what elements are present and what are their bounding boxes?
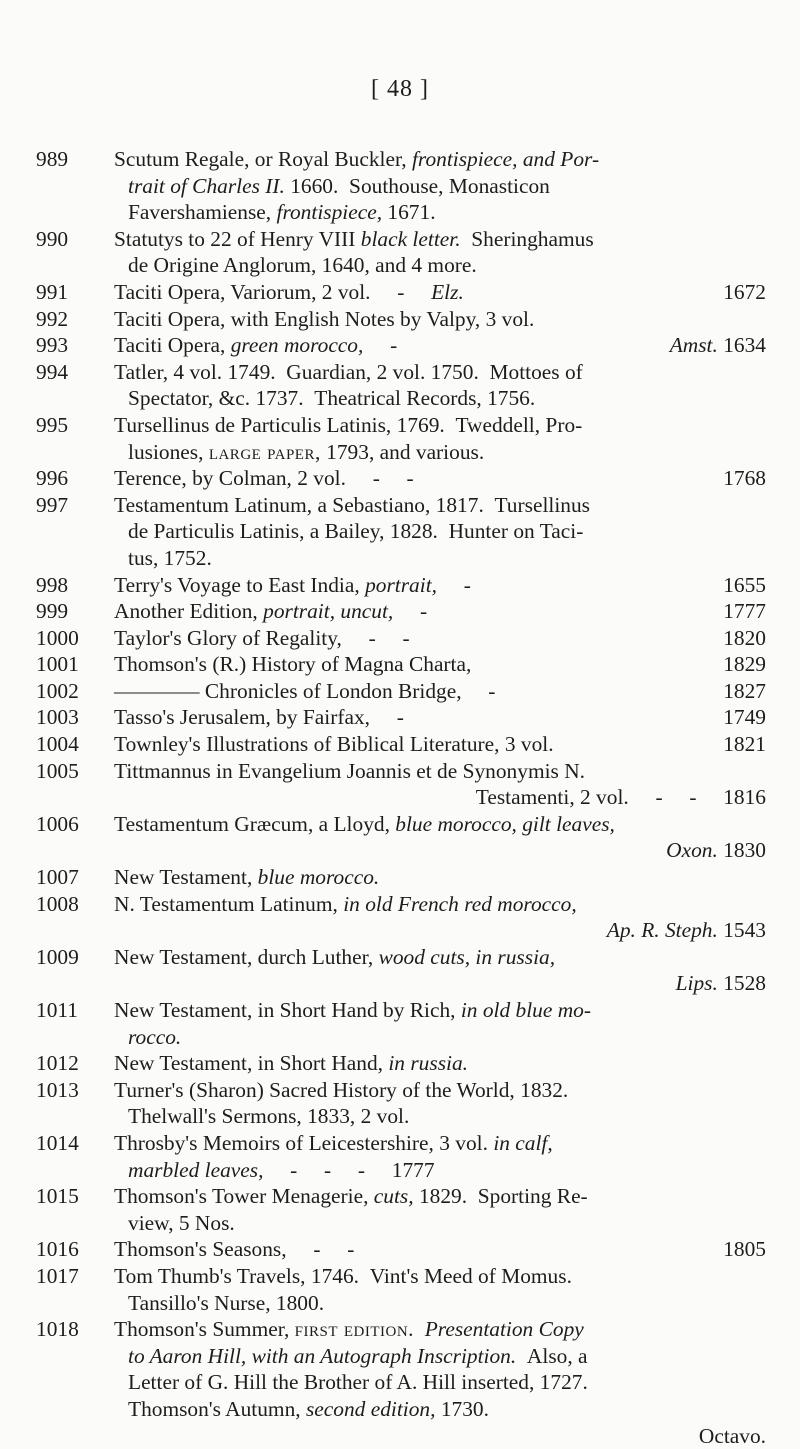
entry-line: trait of Charles II. 1660. Southouse, Monasticon: [114, 173, 766, 200]
entry-date: 1820: [723, 625, 766, 652]
lot-number: 1007: [36, 864, 108, 891]
entry-line: [114, 598, 766, 625]
page-number: [ 48 ]: [0, 76, 800, 103]
lot-number: 1018: [36, 1316, 108, 1343]
entry-line: Tursellinus de Particulis Latinis, 1769. Tweddell, Pro-: [114, 412, 766, 439]
catalog-entry: [36, 1316, 766, 1422]
catalog-entry: [36, 758, 766, 811]
entry-date: 1821: [723, 731, 766, 758]
entry-title: Terry's Voyage to East India, portrait, -: [114, 572, 471, 599]
entry-line: Testamentum Græcum, a Lloyd, blue morocco, gilt leaves,: [114, 811, 766, 838]
catalog-entry: [36, 332, 766, 359]
entry-line: [114, 465, 766, 492]
entry-line: Ap. R. Steph. 1543: [114, 917, 766, 944]
entry-line: Lips. 1528: [114, 970, 766, 997]
catalog-entry: [36, 651, 766, 678]
entry-title: Taciti Opera, green morocco, -: [114, 332, 397, 359]
entry-line: Turner's (Sharon) Sacred History of the World, 1832.: [114, 1077, 766, 1104]
catalog-entry: [36, 492, 766, 572]
lot-number: 1005: [36, 758, 108, 785]
lot-number: 991: [36, 279, 108, 306]
entry-title: Thomson's Seasons, - -: [114, 1236, 354, 1263]
lot-number: 1002: [36, 678, 108, 705]
catalog-entry: [36, 1263, 766, 1316]
entry-line: Tom Thumb's Travels, 1746. Vint's Meed of Momus.: [114, 1263, 766, 1290]
entry-title: Another Edition, portrait, uncut, -: [114, 598, 427, 625]
entry-line: Tansillo's Nurse, 1800.: [114, 1290, 766, 1317]
lot-number: 1004: [36, 731, 108, 758]
entry-line: Spectator, &c. 1737. Theatrical Records, 1756.: [114, 385, 766, 412]
entry-line: Oxon. 1830: [114, 837, 766, 864]
entry-date: 1655: [723, 572, 766, 599]
entry-date: 1805: [723, 1236, 766, 1263]
catalog-entry: [36, 678, 766, 705]
entry-line: [114, 678, 766, 705]
entry-line: to Aaron Hill, with an Autograph Inscription. Also, a: [114, 1343, 766, 1370]
entry-title: Taciti Opera, Variorum, 2 vol. - Elz.: [114, 279, 464, 306]
entry-line: Throsby's Memoirs of Leicestershire, 3 vol. in calf,: [114, 1130, 766, 1157]
catalog-entry: [36, 359, 766, 412]
catalog-entry: [36, 1050, 766, 1077]
catalog-entry: [36, 146, 766, 226]
entry-line: N. Testamentum Latinum, in old French red morocco,: [114, 891, 766, 918]
entry-line: rocco.: [114, 1024, 766, 1051]
entry-date: 1672: [723, 279, 766, 306]
lot-number: 993: [36, 332, 108, 359]
entry-line: New Testament, durch Luther, wood cuts, in russia,: [114, 944, 766, 971]
lot-number: 1003: [36, 704, 108, 731]
entry-date: 1827: [723, 678, 766, 705]
lot-number: 998: [36, 572, 108, 599]
lot-number: 1011: [36, 997, 108, 1024]
entry-line: Testamentum Latinum, a Sebastiano, 1817. Tursellinus: [114, 492, 766, 519]
entry-line: [114, 651, 766, 678]
entry-line: Thomson's Autumn, second edition, 1730.: [114, 1396, 766, 1423]
lot-number: 999: [36, 598, 108, 625]
entry-title: Terence, by Colman, 2 vol. - -: [114, 465, 414, 492]
lot-number: 1014: [36, 1130, 108, 1157]
entry-line: Thomson's Tower Menagerie, cuts, 1829. Sporting Re-: [114, 1183, 766, 1210]
entry-line: tus, 1752.: [114, 545, 766, 572]
entry-line: [114, 704, 766, 731]
entry-title: Taylor's Glory of Regality, - -: [114, 625, 410, 652]
entry-line: Tatler, 4 vol. 1749. Guardian, 2 vol. 1750. Mottoes of: [114, 359, 766, 386]
lot-number: 995: [36, 412, 108, 439]
catalog-entry: [36, 704, 766, 731]
entry-date: 1829: [723, 651, 766, 678]
entry-date: Amst. 1634: [670, 332, 766, 359]
entry-line: Testamenti, 2 vol. - - 1816: [114, 784, 766, 811]
entry-line: [114, 625, 766, 652]
entry-line: [114, 332, 766, 359]
catalog-entry: [36, 944, 766, 997]
lot-number: 1008: [36, 891, 108, 918]
catalog-entry: [36, 864, 766, 891]
lot-number: 996: [36, 465, 108, 492]
lot-number: 989: [36, 146, 108, 173]
lot-number: 1009: [36, 944, 108, 971]
entry-date: 1768: [723, 465, 766, 492]
catalog-entry: [36, 997, 766, 1050]
catalog-entry: [36, 465, 766, 492]
lot-number: 1006: [36, 811, 108, 838]
entry-line: Thomson's Summer, first edition. Presentation Copy: [114, 1316, 766, 1343]
lot-number: 1001: [36, 651, 108, 678]
entry-line: New Testament, in Short Hand, in russia.: [114, 1050, 766, 1077]
entry-line: view, 5 Nos.: [114, 1210, 766, 1237]
entry-line: Statutys to 22 of Henry VIII black letter. Sheringhamus: [114, 226, 766, 253]
entry-line: [114, 572, 766, 599]
entry-line: lusiones, large paper, 1793, and various.: [114, 439, 766, 466]
lot-number: 994: [36, 359, 108, 386]
entry-line: Letter of G. Hill the Brother of A. Hill inserted, 1727.: [114, 1369, 766, 1396]
entry-line: marbled leaves, - - - 1777: [114, 1157, 766, 1184]
catalog-entry: [36, 625, 766, 652]
catalog-entry: [36, 412, 766, 465]
catalog-entry: [36, 891, 766, 944]
entry-line: Favershamiense, frontispiece, 1671.: [114, 199, 766, 226]
entry-date: 1749: [723, 704, 766, 731]
signature-mark: Octavo.: [36, 1423, 766, 1449]
lot-number: 990: [36, 226, 108, 253]
entry-title: ———— Chronicles of London Bridge, -: [114, 678, 495, 705]
lot-number: 1017: [36, 1263, 108, 1290]
catalog-entry: [36, 572, 766, 599]
entry-line: de Origine Anglorum, 1640, and 4 more.: [114, 252, 766, 279]
entry-line: New Testament, blue morocco.: [114, 864, 766, 891]
catalog-entry: [36, 279, 766, 306]
entry-line: [114, 731, 766, 758]
catalog-entry: [36, 1130, 766, 1183]
entry-line: Scutum Regale, or Royal Buckler, frontispiece, and Por-: [114, 146, 766, 173]
entry-line: [114, 1236, 766, 1263]
lot-number: 1016: [36, 1236, 108, 1263]
lot-number: 1000: [36, 625, 108, 652]
entry-line: New Testament, in Short Hand by Rich, in old blue mo-: [114, 997, 766, 1024]
catalog-entry: [36, 306, 766, 333]
entry-line: Thelwall's Sermons, 1833, 2 vol.: [114, 1103, 766, 1130]
catalog-entry: [36, 1183, 766, 1236]
lot-number: 1012: [36, 1050, 108, 1077]
lot-number: 997: [36, 492, 108, 519]
entry-date: 1777: [723, 598, 766, 625]
catalog-entry: [36, 731, 766, 758]
catalog-list: [36, 146, 766, 1449]
lot-number: 1015: [36, 1183, 108, 1210]
lot-number: 992: [36, 306, 108, 333]
entry-title: Tasso's Jerusalem, by Fairfax, -: [114, 704, 404, 731]
catalog-entry: [36, 1077, 766, 1130]
catalog-entry: [36, 811, 766, 864]
entry-line: de Particulis Latinis, a Bailey, 1828. Hunter on Taci-: [114, 518, 766, 545]
lot-number: 1013: [36, 1077, 108, 1104]
entry-title: Townley's Illustrations of Biblical Literature, 3 vol.: [114, 731, 554, 758]
catalog-entry: [36, 598, 766, 625]
entry-line: Taciti Opera, with English Notes by Valpy, 3 vol.: [114, 306, 766, 333]
entry-line: [114, 279, 766, 306]
catalog-entry: [36, 1236, 766, 1263]
entry-title: Thomson's (R.) History of Magna Charta,: [114, 651, 471, 678]
catalog-entry: [36, 226, 766, 279]
entry-line: Tittmannus in Evangelium Joannis et de Synonymis N.: [114, 758, 766, 785]
